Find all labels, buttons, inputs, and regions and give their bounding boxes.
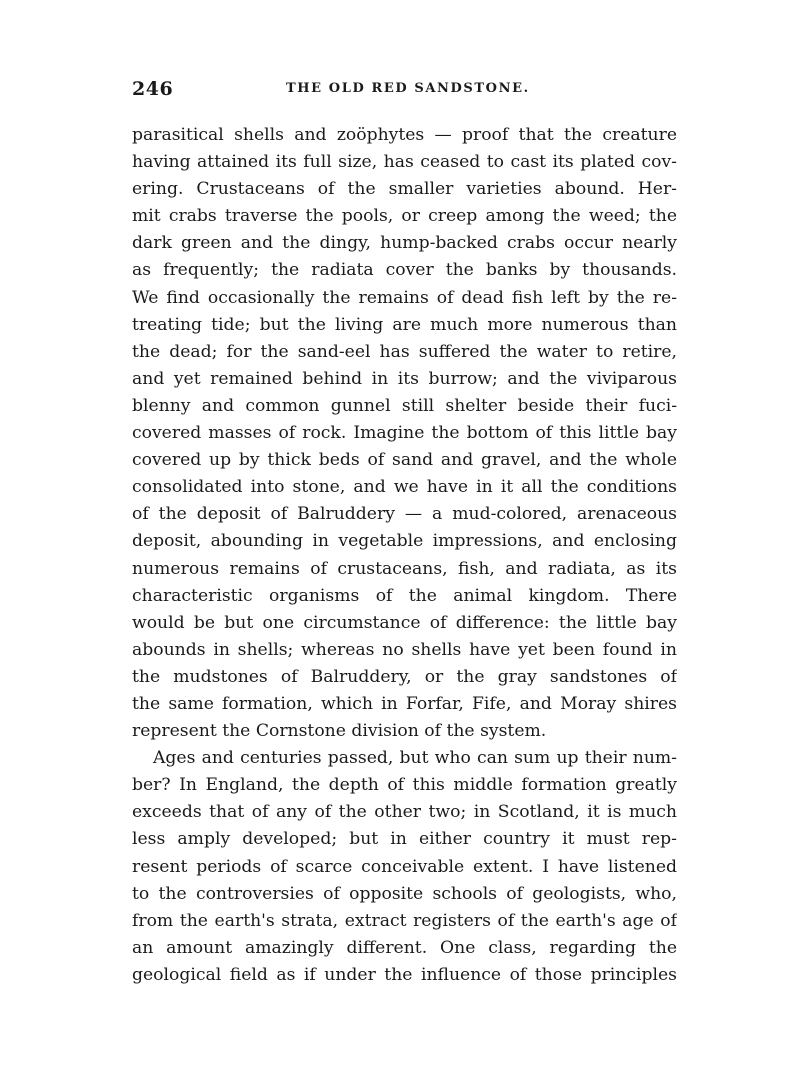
- text-line: Ages and centuries passed, but who can sum up their num-: [153, 748, 677, 769]
- text-line: the mudstones of Balruddery, or the gray sandstones of: [132, 666, 677, 687]
- text-line: exceeds that of any of the other two; in Scotland, it is much: [132, 802, 677, 823]
- text-line: consolidated into stone, and we have in it all the conditions: [132, 477, 677, 498]
- text-line: mit crabs traverse the pools, or creep among the weed; the: [132, 206, 677, 227]
- text-line: less amply developed; but in either country it must rep-: [132, 829, 677, 850]
- page-number: 246: [132, 78, 174, 100]
- text-line: having attained its full size, has ceased to cast its plated cov-: [132, 152, 677, 173]
- text-line: geological field as if under the influence of those principles: [132, 964, 677, 985]
- text-line: deposit, abounding in vegetable impressions, and enclosing: [132, 531, 677, 552]
- text-line: numerous remains of crustaceans, fish, and radiata, as its: [132, 558, 677, 579]
- text-line: to the controversies of opposite schools of geologists, who,: [132, 883, 677, 904]
- text-line: parasitical shells and zoöphytes — proof that the creature: [132, 125, 677, 145]
- text-line: treating tide; but the living are much more numerous than: [132, 314, 677, 335]
- paragraph-2: [132, 745, 677, 989]
- text-line: resent periods of scarce conceivable extent. I have listened: [132, 856, 677, 877]
- text-line: an amount amazingly different. One class, regarding the: [132, 937, 677, 958]
- text-line: would be but one circumstance of difference: the little bay: [132, 612, 677, 633]
- text-line: and yet remained behind in its burrow; and the viviparous: [132, 368, 677, 389]
- text-line: We find occasionally the remains of dead fish left by the re-: [132, 287, 677, 308]
- text-line: ber? In England, the depth of this middle formation greatly: [132, 775, 677, 796]
- page-header: [132, 78, 672, 102]
- text-line: the dead; for the sand-eel has suffered the water to retire,: [132, 341, 677, 362]
- text-line: as frequently; the radiata cover the banks by thousands.: [132, 260, 677, 281]
- text-line: abounds in shells; whereas no shells have yet been found in: [132, 639, 677, 660]
- running-head: THE OLD RED SANDSTONE.: [286, 81, 530, 96]
- text-line: ering. Crustaceans of the smaller varieties abound. Her-: [132, 179, 677, 200]
- text-line: covered masses of rock. Imagine the bottom of this little bay: [132, 423, 677, 444]
- text-line: blenny and common gunnel still shelter beside their fuci-: [132, 395, 677, 416]
- text-line: from the earth's strata, extract registers of the earth's age of: [132, 910, 677, 931]
- text-line: represent the Cornstone division of the system.: [132, 721, 547, 742]
- text-line: covered up by thick beds of sand and gravel, and the whole: [132, 450, 677, 471]
- text-line: of the deposit of Balruddery — a mud-colored, arenaceous: [132, 504, 677, 525]
- text-line: dark green and the dingy, hump-backed crabs occur nearly: [132, 233, 677, 254]
- paragraph-1: [132, 122, 677, 745]
- text-line: the same formation, which in Forfar, Fife, and Moray shires: [132, 693, 677, 714]
- body-text: [132, 122, 677, 989]
- text-line: characteristic organisms of the animal kingdom. There: [132, 585, 677, 606]
